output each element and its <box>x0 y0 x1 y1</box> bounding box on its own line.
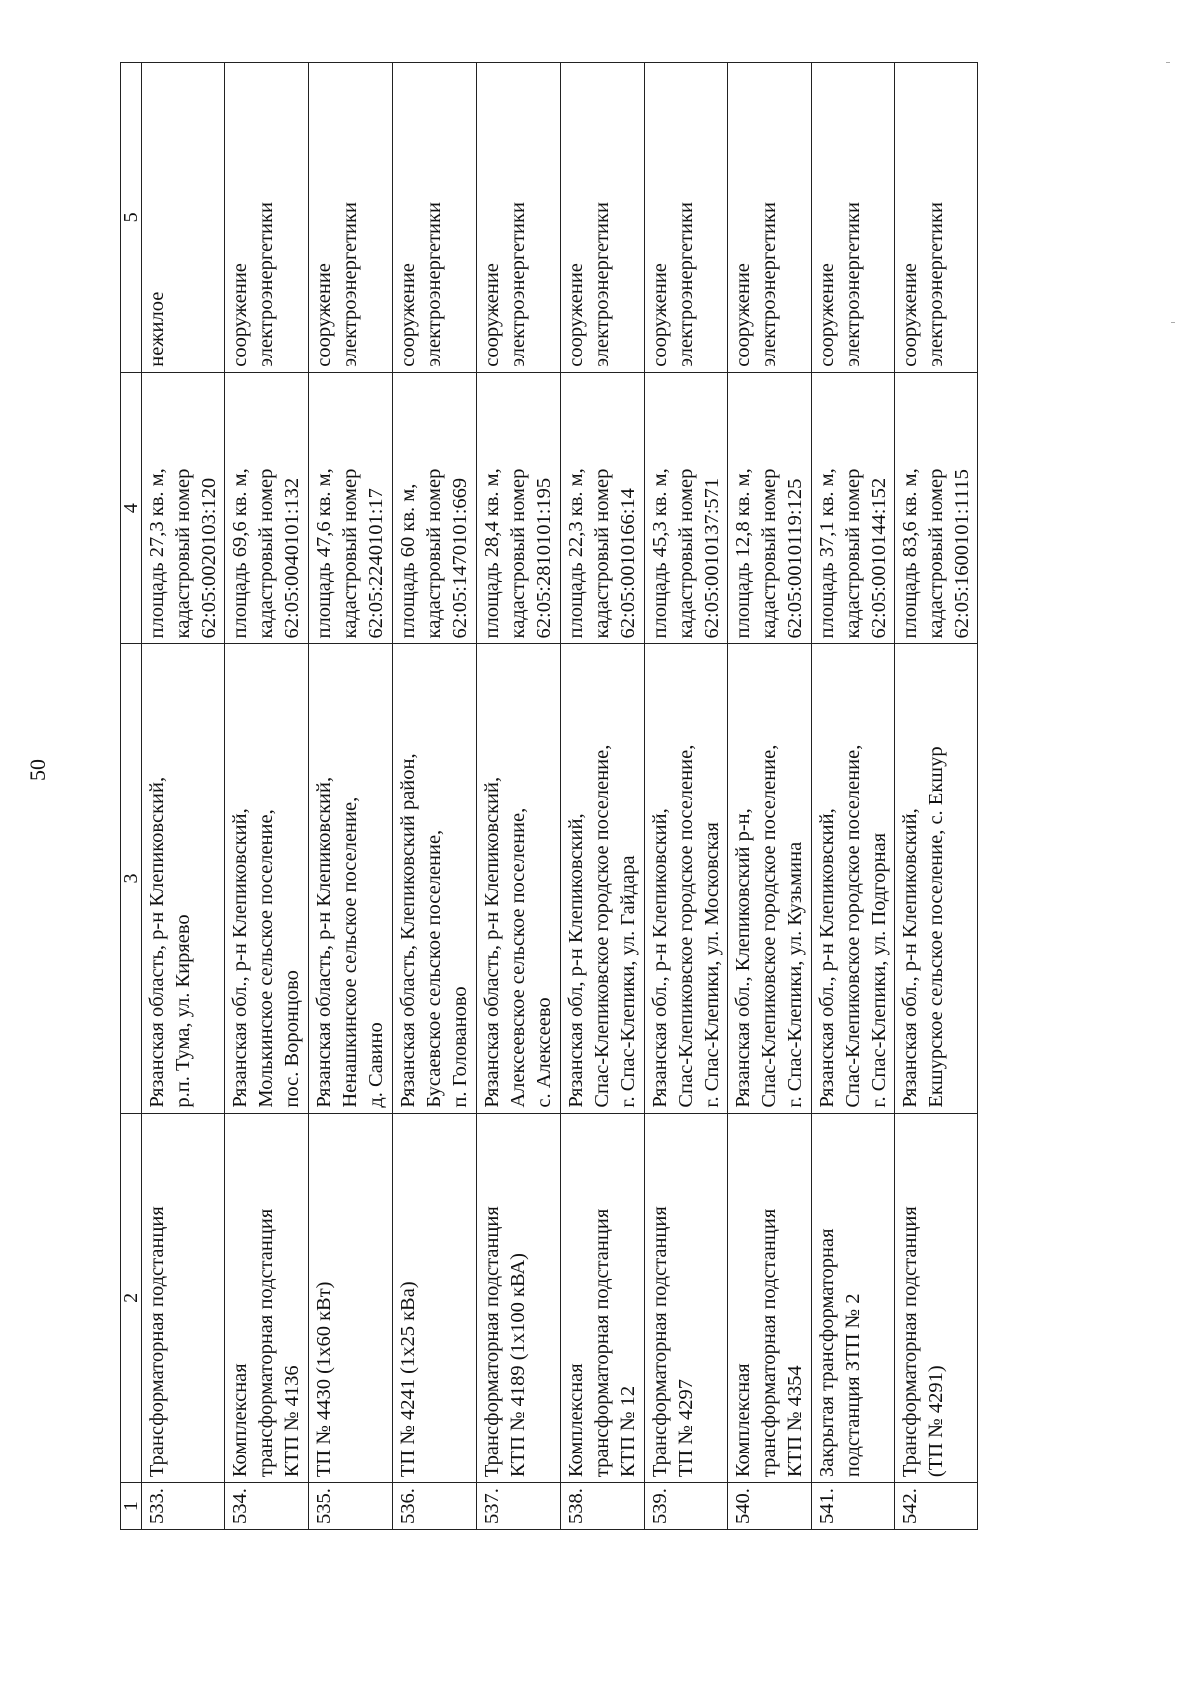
row-number-text: 539. <box>649 1488 671 1524</box>
row-number-cell <box>645 1483 728 1530</box>
address-text: Рязанская область, р-н Клепиковский, Алексеевское сельское поселение, с. Алексеево <box>481 776 555 1108</box>
purpose-cell <box>728 63 812 373</box>
details-cell <box>812 372 895 644</box>
column-header: 2 <box>121 1113 142 1483</box>
purpose-cell <box>225 63 309 373</box>
details-cell <box>477 372 561 644</box>
details-text: площадь 83,6 кв. м, кадастровый номер 62:05:1600101:1115 <box>899 468 973 639</box>
table-row <box>225 63 309 1530</box>
address-cell <box>225 644 309 1113</box>
details-cell <box>309 372 393 644</box>
address-cell <box>561 644 645 1113</box>
row-number-text: 541. <box>816 1488 838 1524</box>
table-row <box>142 63 225 1530</box>
purpose-text: сооружение электроэнергетики <box>899 202 947 367</box>
scan-speck <box>1171 322 1175 323</box>
details-cell <box>895 372 978 644</box>
purpose-text: сооружение электроэнергетики <box>481 202 529 367</box>
object-name-cell <box>309 1113 393 1483</box>
details-cell <box>645 372 728 644</box>
address-text: Рязанская обл., р-н Клепиковский, Екшурское сельское поселение, с. Екшур <box>899 746 947 1108</box>
row-number-cell <box>728 1483 812 1530</box>
object-name-cell <box>142 1113 225 1483</box>
row-number-cell <box>225 1483 309 1530</box>
details-text: площадь 27,3 кв. м, кадастровый номер 62:05:0020103:120 <box>146 468 220 639</box>
row-number-text: 538. <box>565 1488 587 1524</box>
address-cell <box>393 644 477 1113</box>
purpose-cell <box>393 63 477 373</box>
details-cell <box>142 372 225 644</box>
object-name-text: Комплексная трансформаторная подстанция КТП № 4354 <box>732 1208 806 1478</box>
details-text: площадь 45,3 кв. м, кадастровый номер 62:05:0010137:571 <box>649 468 723 639</box>
table-row <box>561 63 645 1530</box>
purpose-text: сооружение электроэнергетики <box>732 202 780 367</box>
address-cell <box>645 644 728 1113</box>
purpose-text: сооружение электроэнергетики <box>229 202 277 367</box>
purpose-cell <box>477 63 561 373</box>
row-number-text: 540. <box>732 1488 754 1524</box>
details-text: площадь 37,1 кв. м, кадастровый номер 62:05:0010144:152 <box>816 468 890 639</box>
address-cell <box>477 644 561 1113</box>
object-name-text: Закрытая трансформаторная подстанция ЗТП № 2 <box>816 1228 864 1478</box>
address-cell <box>142 644 225 1113</box>
object-name-cell <box>728 1113 812 1483</box>
object-name-cell <box>393 1113 477 1483</box>
object-name-text: ТП № 4241 (1х25 кВа) <box>397 1281 419 1478</box>
row-number-text: 537. <box>481 1488 503 1524</box>
details-text: площадь 60 кв. м, кадастровый номер 62:05:1470101:669 <box>397 468 471 639</box>
row-number-cell <box>561 1483 645 1530</box>
page-number: 50 <box>25 759 50 781</box>
address-cell <box>895 644 978 1113</box>
address-cell <box>309 644 393 1113</box>
object-name-text: Комплексная трансформаторная подстанция КТП № 12 <box>565 1208 639 1478</box>
details-cell <box>393 372 477 644</box>
purpose-cell <box>142 63 225 373</box>
purpose-text: сооружение электроэнергетики <box>565 202 613 367</box>
object-name-text: Трансформаторная подстанция (ТП № 4291) <box>899 1206 947 1478</box>
object-name-cell <box>477 1113 561 1483</box>
address-text: Рязанская область, Клепиковский район, Бусаевское сельское поселение, п. Голованово <box>397 753 471 1108</box>
row-number-text: 533. <box>146 1488 168 1524</box>
row-number-cell <box>895 1483 978 1530</box>
table-row <box>393 63 477 1530</box>
table-header-row <box>121 63 142 1530</box>
address-text: Рязанская обл., р-н Клепиковский, Молькинское сельское поселение, пос. Воронцово <box>229 808 303 1108</box>
column-header: 3 <box>121 644 142 1113</box>
details-text: площадь 69,6 кв. м, кадастровый номер 62:05:0040101:132 <box>229 468 303 639</box>
details-cell <box>225 372 309 644</box>
address-text: Рязанская область, р-н Клепиковский, Ненашкинское сельское поселение, д. Савино <box>313 776 387 1108</box>
object-name-text: Трансформаторная подстанция <box>146 1206 168 1478</box>
object-name-cell <box>812 1113 895 1483</box>
object-name-text: Трансформаторная подстанция ТП № 4297 <box>649 1206 697 1478</box>
row-number-text: 536. <box>397 1488 419 1524</box>
column-header: 1 <box>121 1483 142 1530</box>
purpose-cell <box>895 63 978 373</box>
address-text: Рязанская обл., р-н Клепиковский, Спас-Клепиковское городское поселение, г. Спас-Клепики, ул. Московская <box>649 744 723 1108</box>
table-row <box>895 63 978 1530</box>
row-number-cell <box>812 1483 895 1530</box>
table-row <box>812 63 895 1530</box>
purpose-cell <box>812 63 895 373</box>
row-number-text: 534. <box>229 1488 251 1524</box>
details-cell <box>728 372 812 644</box>
address-text: Рязанская обл, р-н Клепиковский, Спас-Клепиковское городское поселение, г. Спас-Клепики, ул. Гайдара <box>565 744 639 1108</box>
row-number-cell <box>309 1483 393 1530</box>
object-name-cell <box>895 1113 978 1483</box>
details-text: площадь 47,6 кв. м, кадастровый номер 62:05:2240101:17 <box>313 468 387 639</box>
object-name-text: Трансформаторная подстанция КТП № 4189 (1х100 кВА) <box>481 1206 529 1478</box>
row-number-cell <box>393 1483 477 1530</box>
details-cell <box>561 372 645 644</box>
purpose-text: сооружение электроэнергетики <box>649 202 697 367</box>
rotated-table-area <box>120 62 1036 1530</box>
details-text: площадь 22,3 кв. м, кадастровый номер 62:05:0010166:14 <box>565 468 639 639</box>
purpose-text: сооружение электроэнергетики <box>816 202 864 367</box>
row-number-cell <box>142 1483 225 1530</box>
purpose-cell <box>309 63 393 373</box>
row-number-text: 535. <box>313 1488 335 1524</box>
table-row <box>728 63 812 1530</box>
purpose-text: сооружение электроэнергетики <box>397 202 445 367</box>
scan-speck <box>1166 62 1170 63</box>
row-number-cell <box>477 1483 561 1530</box>
column-header: 5 <box>121 63 142 373</box>
details-text: площадь 28,4 кв. м, кадастровый номер 62:05:2810101:195 <box>481 468 555 639</box>
address-text: Рязанская обл., р-н Клепиковский, Спас-Клепиковское городское поселение, г. Спас-Клепики, ул. Подгорная <box>816 744 890 1108</box>
purpose-cell <box>561 63 645 373</box>
address-cell <box>728 644 812 1113</box>
address-text: Рязанская область, р-н Клепиковский, р.п. Тума, ул. Киряево <box>146 776 194 1108</box>
table-row <box>645 63 728 1530</box>
purpose-cell <box>645 63 728 373</box>
row-number-text: 542. <box>899 1488 921 1524</box>
purpose-text: нежилое <box>146 291 168 367</box>
table-row <box>309 63 393 1530</box>
object-name-cell <box>225 1113 309 1483</box>
object-name-text: ТП № 4430 (1х60 кВт) <box>313 1281 335 1478</box>
property-registry-table <box>120 62 978 1530</box>
object-name-text: Комплексная трансформаторная подстанция КТП № 4136 <box>229 1208 303 1478</box>
column-header: 4 <box>121 372 142 644</box>
address-cell <box>812 644 895 1113</box>
object-name-cell <box>561 1113 645 1483</box>
table-row <box>477 63 561 1530</box>
details-text: площадь 12,8 кв. м, кадастровый номер 62:05:0010119:125 <box>732 468 806 639</box>
address-text: Рязанская обл., Клепиковский р-н, Спас-Клепиковское городское поселение, г. Спас-Клепики, ул. Кузьмина <box>732 744 806 1108</box>
object-name-cell <box>645 1113 728 1483</box>
purpose-text: сооружение электроэнергетики <box>313 202 361 367</box>
